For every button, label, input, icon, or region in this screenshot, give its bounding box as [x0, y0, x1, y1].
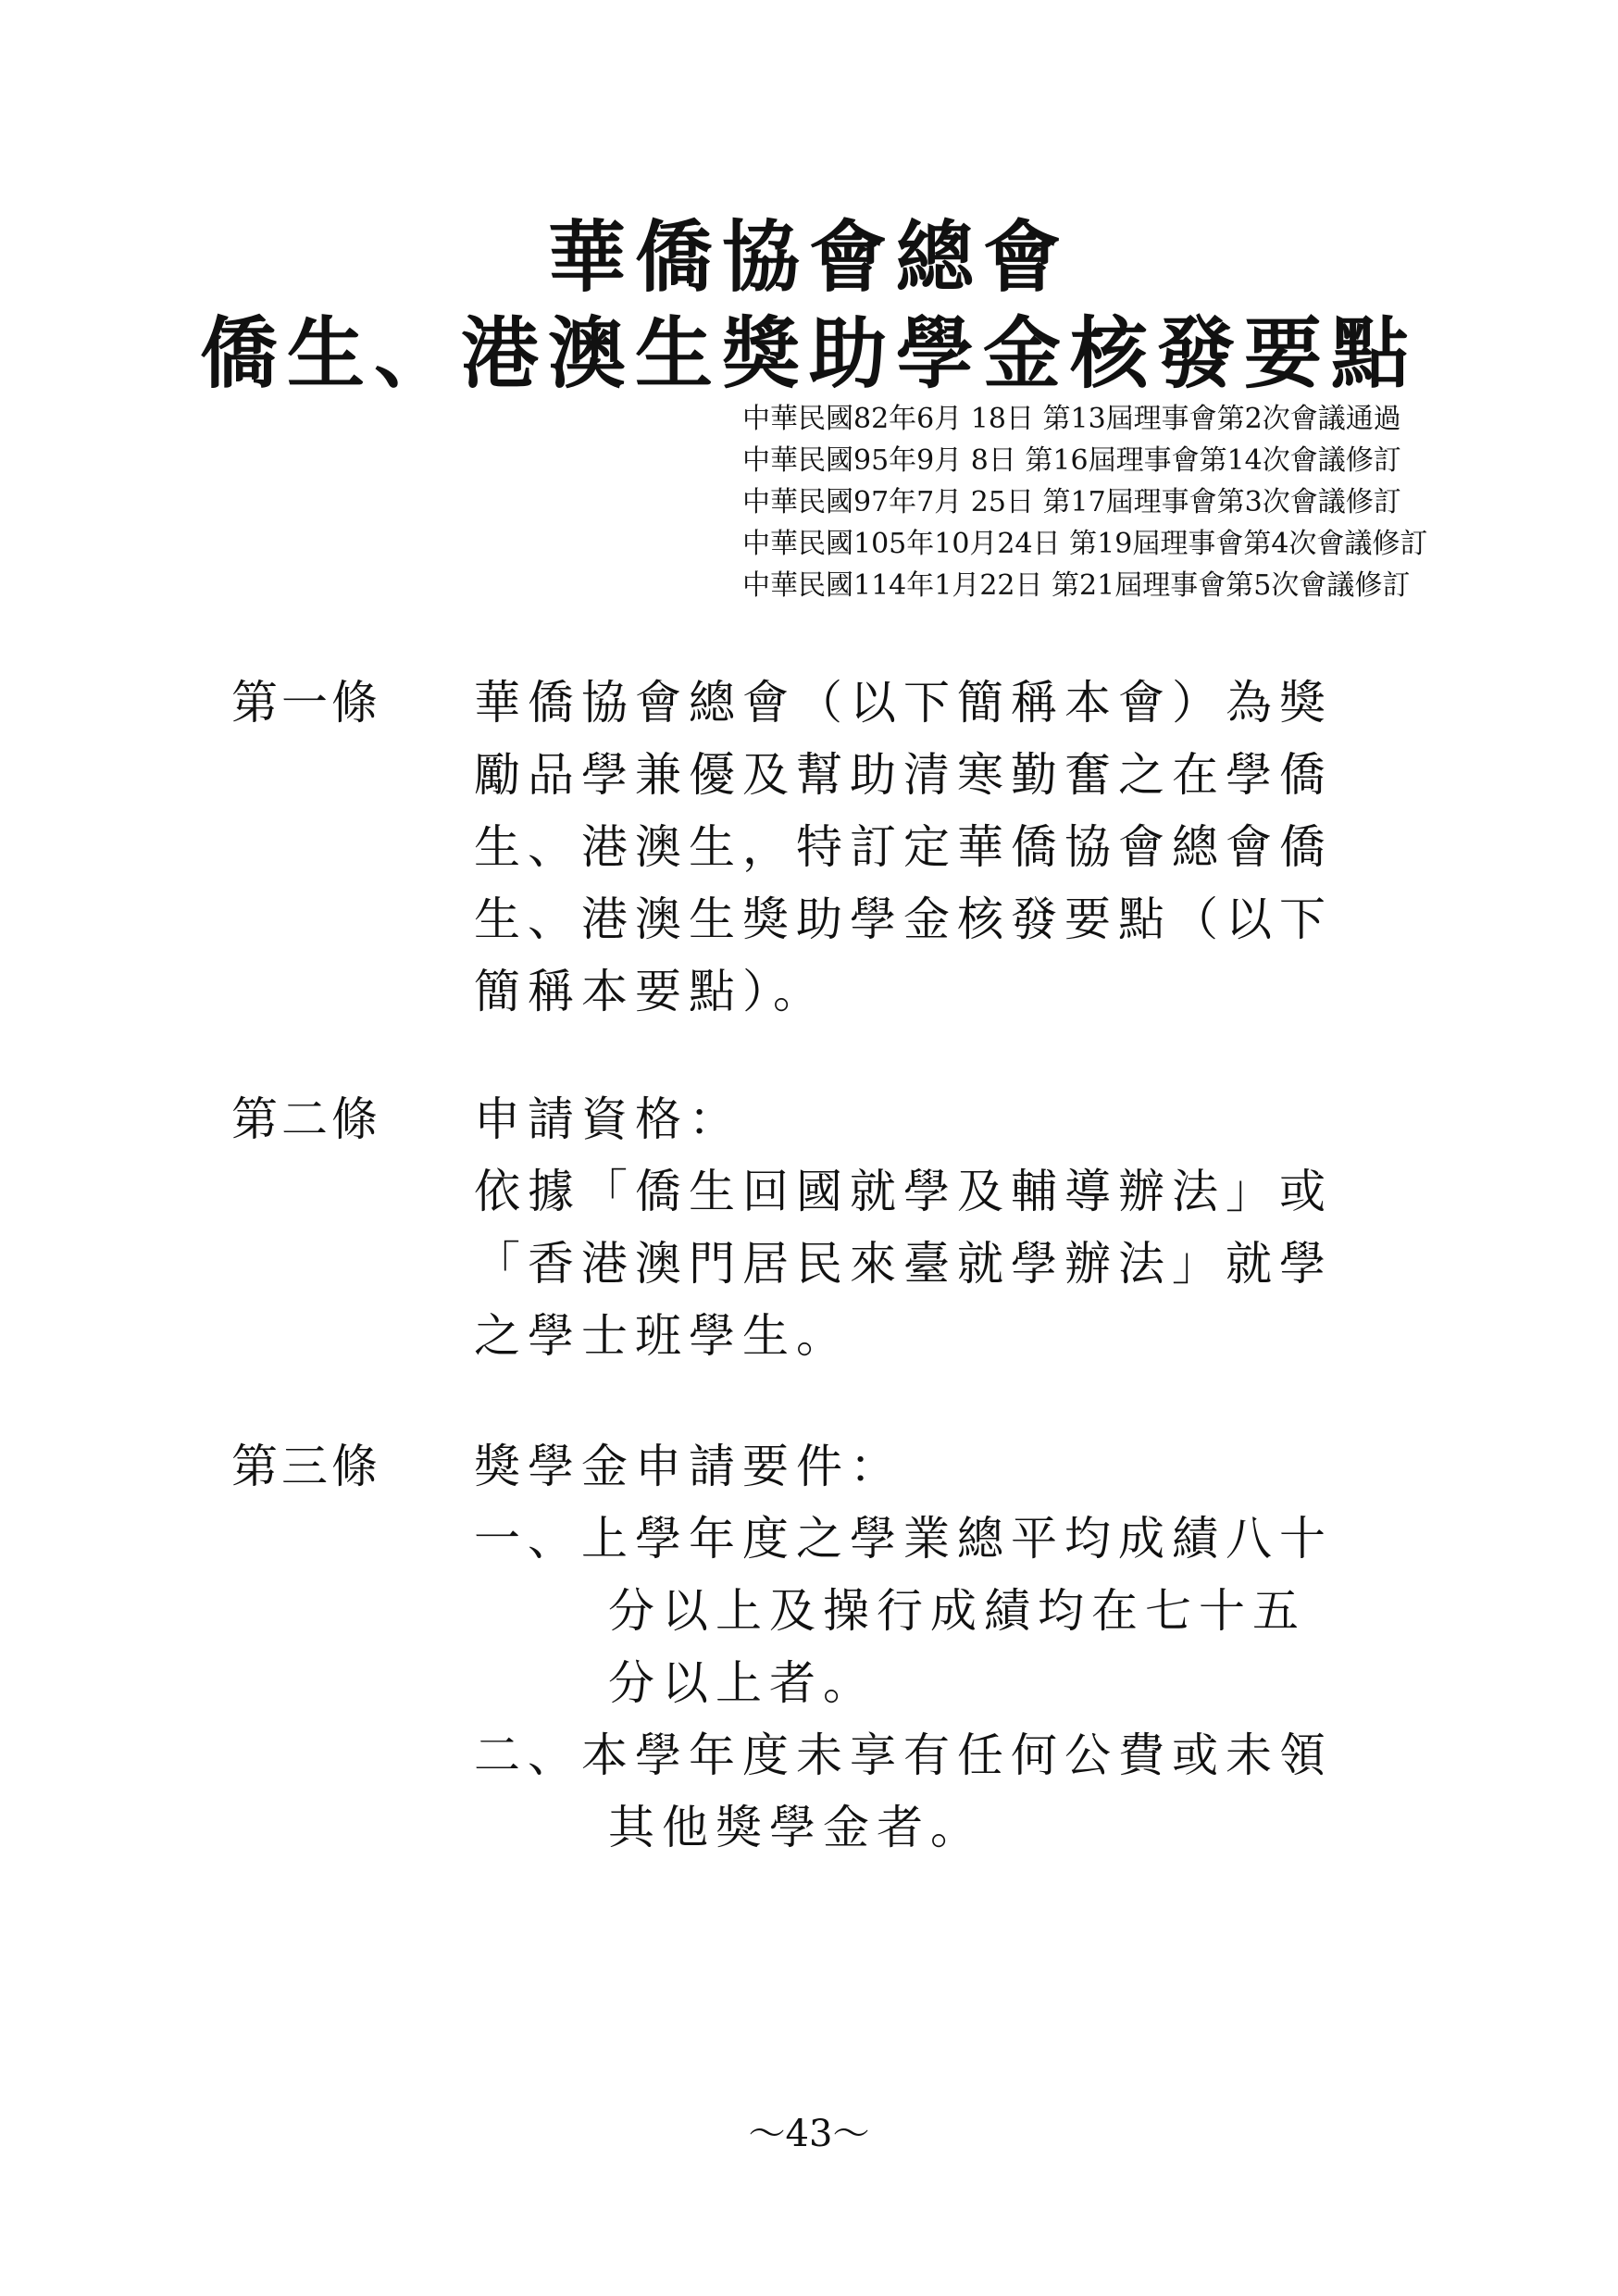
document-title: 華僑協會總會	[547, 212, 1070, 303]
history-line: 中華民國82年6月 18日 第13屆理事會第2次會議通過	[742, 403, 1401, 435]
article-text-line: 其他獎學金者。	[608, 1801, 984, 1854]
history-line: 中華民國97年7月 25日 第17屆理事會第3次會議修訂	[742, 486, 1401, 518]
article-text-line: 簡稱本要點）。	[474, 965, 827, 1018]
article-text-line: 分以上者。	[608, 1656, 877, 1710]
article-text-line: 申請資格：	[474, 1092, 742, 1146]
article-label: 第一條	[231, 676, 381, 730]
article-text-line: 依據「僑生回國就學及輔導辦法」或	[474, 1165, 1333, 1218]
document-subtitle: 僑生、港澳生獎助學金核發要點	[199, 308, 1418, 399]
amendment-history	[742, 398, 1428, 606]
article-body	[474, 1430, 1400, 1864]
article-text-line: 分以上及操行成績均在七十五	[608, 1584, 1306, 1638]
article-label: 第三條	[231, 1440, 381, 1493]
history-line: 中華民國95年9月 8日 第16屆理事會第14次會議修訂	[742, 444, 1401, 477]
history-line: 中華民國105年10月24日 第19屆理事會第4次會議修訂	[742, 528, 1428, 560]
article-text-line: 華僑協會總會（以下簡稱本會）為獎	[474, 676, 1333, 730]
article-body	[474, 667, 1400, 1028]
article-text-line: 勵品學兼優及幫助清寒勤奮之在學僑	[474, 748, 1333, 802]
history-line: 中華民國114年1月22日 第21屆理事會第5次會議修訂	[742, 569, 1411, 602]
article-body	[474, 1083, 1400, 1372]
article-text-line: 之學士班學生。	[474, 1309, 850, 1363]
page-number: ～43～	[748, 2113, 870, 2155]
article-text-line: 生、港澳生獎助學金核發要點（以下	[474, 892, 1333, 946]
article-label: 第二條	[231, 1092, 381, 1146]
article-text-line: 「香港澳門居民來臺就學辦法」就學	[474, 1237, 1333, 1291]
article-text-line: 生、港澳生，特訂定華僑協會總會僑	[474, 820, 1333, 874]
article-text-line: 獎學金申請要件：	[474, 1440, 903, 1493]
article-text-line: 二、本學年度未享有任何公費或未領	[474, 1728, 1333, 1782]
article-text-line: 一、上學年度之學業總平均成績八十	[474, 1512, 1333, 1566]
